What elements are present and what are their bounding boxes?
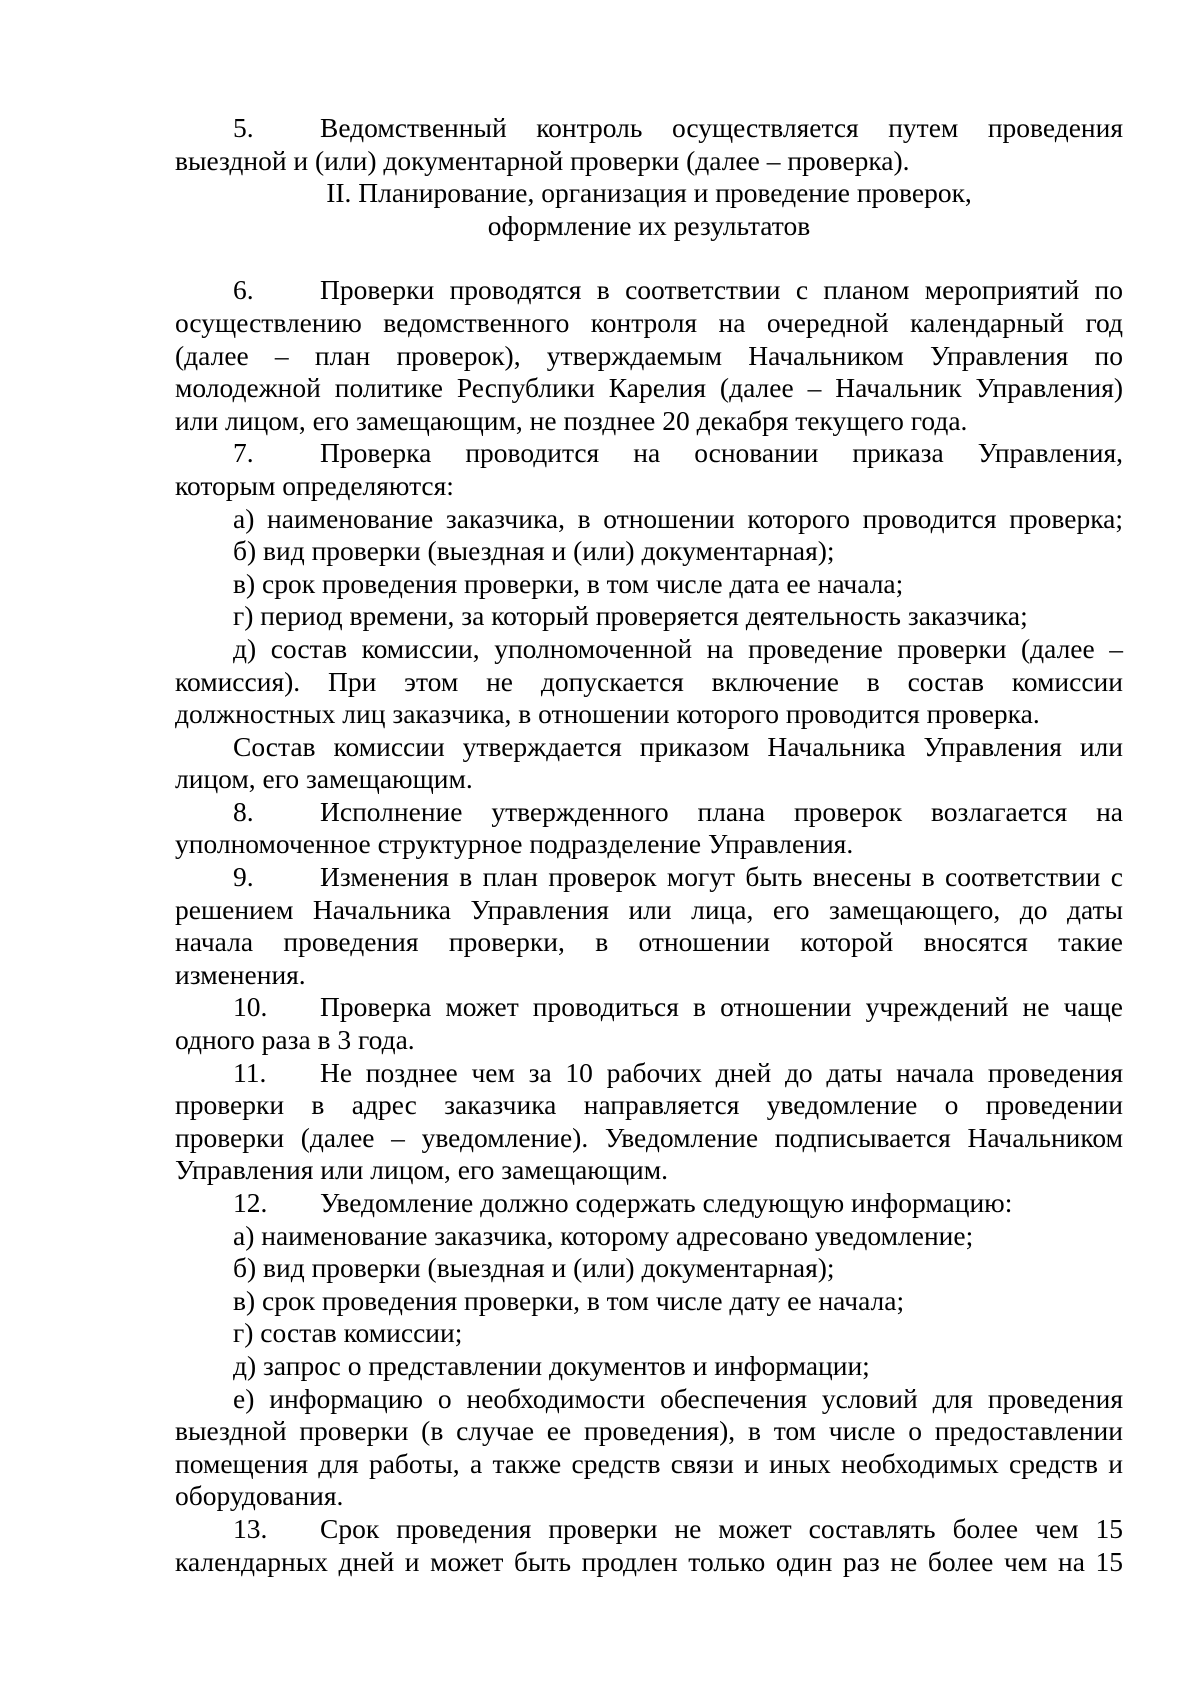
- paragraph-11-line-4: Управления или лицом, его замещающим.: [175, 1154, 668, 1186]
- list-item-12g: г) состав комиссии;: [233, 1317, 463, 1349]
- paragraph-6-line-4: молодежной политике Республики Карелия (далее – Начальник Управления): [175, 372, 1123, 404]
- paragraph-5-line-2: выездной и (или) документарной проверки (далее – проверка).: [175, 144, 910, 176]
- paragraph-number: 13.: [233, 1512, 268, 1544]
- paragraph-number: 8.: [233, 795, 254, 827]
- paragraph-6-line-3: (далее – план проверок), утверждаемым Начальником Управления по: [175, 339, 1123, 371]
- commission-paragraph-line-1: Состав комиссии утверждается приказом Начальника Управления или: [233, 730, 1123, 762]
- list-item-12e-line-3: помещения для работы, а также средств связи и иных необходимых средств и: [175, 1447, 1123, 1479]
- list-item-7d-line-2: комиссия). При этом не допускается включение в состав комиссии: [175, 665, 1123, 697]
- paragraph-9-line-4: изменения.: [175, 958, 306, 990]
- list-item-7g: г) период времени, за который проверяется деятельность заказчика;: [233, 600, 1028, 632]
- section-heading-line-1: II. Планирование, организация и проведение проверок,: [326, 177, 972, 209]
- list-item-7a: а) наименование заказчика, в отношении которого проводится проверка;: [233, 502, 1123, 534]
- paragraph-7-line-2: которым определяются:: [175, 469, 454, 501]
- paragraph-number: 11.: [233, 1056, 267, 1088]
- paragraph-11-line-3: проверки (далее – уведомление). Уведомление подписывается Начальником: [175, 1121, 1123, 1153]
- list-item-7b: б) вид проверки (выездная и (или) документарная);: [233, 535, 835, 567]
- paragraph-number: 10.: [233, 991, 268, 1023]
- paragraph-number: 5.: [233, 112, 254, 143]
- paragraph-6-line-1: 6. Проверки проводятся в соответствии с планом мероприятий по: [233, 274, 1123, 306]
- paragraph-number: 7.: [233, 437, 254, 469]
- paragraph-number: 6.: [233, 274, 254, 306]
- paragraph-8-line-2: уполномоченное структурное подразделение Управления.: [175, 828, 854, 860]
- list-item-7v: в) срок проведения проверки, в том числе дата ее начала;: [233, 567, 904, 599]
- paragraph-9-line-3: начала проведения проверки, в отношении которой вносятся такие: [175, 926, 1123, 958]
- document-body: [175, 112, 1123, 1578]
- list-item-12a: а) наименование заказчика, которому адресовано уведомление;: [233, 1219, 974, 1251]
- paragraph-number: 12.: [233, 1187, 268, 1218]
- paragraph-10-line-2: одного раза в 3 года.: [175, 1024, 415, 1056]
- list-item-12b: б) вид проверки (выездная и (или) документарная);: [233, 1252, 835, 1284]
- list-item-7d-line-1: д) состав комиссии, уполномоченной на проведение проверки (далее –: [233, 632, 1123, 664]
- paragraph-12-line-1: 12. Уведомление должно содержать следующую информацию:: [233, 1187, 1013, 1218]
- spacer: [175, 242, 1123, 274]
- paragraph-8-line-1: 8. Исполнение утвержденного плана проверок возлагается на: [233, 795, 1123, 827]
- paragraph-7-line-1: 7. Проверка проводится на основании приказа Управления,: [233, 437, 1123, 469]
- paragraph-9-line-2: решением Начальника Управления или лица, его замещающего, до даты: [175, 893, 1123, 925]
- paragraph-13-line-2: календарных дней и может быть продлен только один раз не более чем на 15: [175, 1545, 1123, 1577]
- paragraph-6-line-2: осуществлению ведомственного контроля на очередной календарный год: [175, 306, 1123, 338]
- paragraph-5-line-1: 5. Ведомственный контроль осуществляется путем проведения: [233, 112, 1123, 143]
- list-item-12e-line-4: оборудования.: [175, 1480, 344, 1512]
- paragraph-9-line-1: 9. Изменения в план проверок могут быть внесены в соответствии с: [233, 861, 1123, 893]
- paragraph-6-line-5: или лицом, его замещающим, не позднее 20 декабря текущего года.: [175, 404, 968, 436]
- commission-paragraph-line-2: лицом, его замещающим.: [175, 763, 473, 795]
- paragraph-10-line-1: 10. Проверка может проводиться в отношении учреждений не чаще: [233, 991, 1123, 1023]
- section-heading-line-2: оформление их результатов: [487, 209, 811, 241]
- paragraph-13-line-1: 13. Срок проведения проверки не может составлять более чем 15: [233, 1512, 1123, 1544]
- list-item-7d-line-3: должностных лиц заказчика, в отношении которого проводится проверка.: [175, 698, 1040, 730]
- paragraph-11-line-2: проверки в адрес заказчика направляется уведомление о проведении: [175, 1089, 1123, 1121]
- list-item-12v: в) срок проведения проверки, в том числе дату ее начала;: [233, 1284, 905, 1316]
- paragraph-11-line-1: 11. Не позднее чем за 10 рабочих дней до даты начала проведения: [233, 1056, 1123, 1088]
- list-item-12e-line-1: е) информацию о необходимости обеспечения условий для проведения: [233, 1382, 1123, 1414]
- paragraph-number: 9.: [233, 861, 254, 893]
- list-item-12d: д) запрос о представлении документов и информации;: [233, 1349, 870, 1381]
- list-item-12e-line-2: выездной проверки (в случае ее проведения), в том числе о предоставлении: [175, 1415, 1123, 1447]
